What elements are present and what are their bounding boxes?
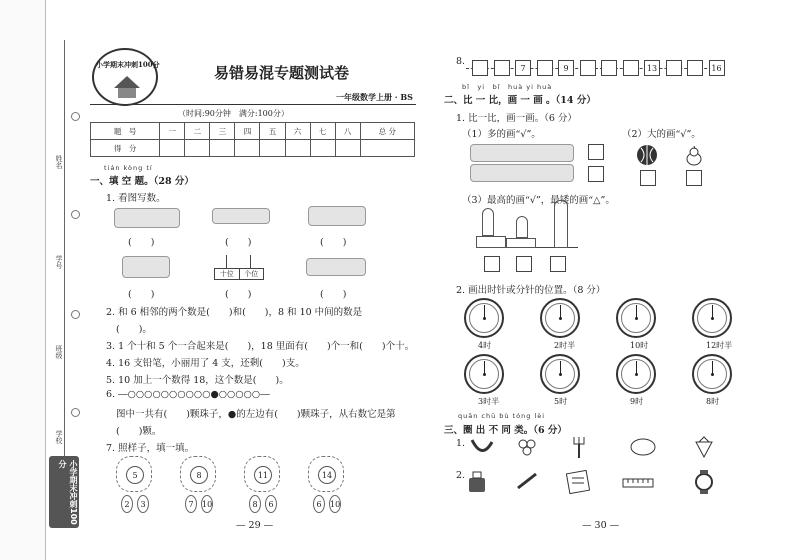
answer-box[interactable] xyxy=(686,170,702,186)
score-cell: 七 xyxy=(310,123,335,140)
binding-hole xyxy=(71,210,80,219)
watermelon-icon xyxy=(636,144,658,166)
flower-petal: 3 xyxy=(137,495,149,513)
clock-face[interactable] xyxy=(616,354,656,394)
grapes-icon[interactable] xyxy=(516,436,538,458)
answer-paren[interactable]: ( ) xyxy=(225,237,252,248)
series-logo: 小学期末冲刺100分 xyxy=(92,48,158,106)
student-id-label: 学号 xyxy=(55,255,63,269)
answer-paren[interactable]: ( ) xyxy=(225,289,252,300)
watch-icon[interactable] xyxy=(692,470,716,494)
ruler-icon[interactable] xyxy=(622,478,654,488)
number-flower xyxy=(244,456,280,509)
answer-paren[interactable]: ( ) xyxy=(320,237,347,248)
banana-icon[interactable] xyxy=(470,436,494,458)
sec2-pinyin: bǐ yi bǐ huà yi huà xyxy=(462,83,553,91)
sec2-q1c-text: （3）最高的画“√”，最矮的画“△”。 xyxy=(462,195,615,206)
clock-label: 8时 xyxy=(706,397,720,406)
sec1-pinyin: tián kòng tí xyxy=(104,164,153,172)
score-cell: 五 xyxy=(260,123,285,140)
answer-paren[interactable]: ( ) xyxy=(128,237,155,248)
header-rule xyxy=(90,104,416,105)
sec2-q1a-text: （1）多的画“√”。 xyxy=(462,129,541,140)
height-picture xyxy=(476,208,578,248)
number-box: 9 xyxy=(558,60,574,76)
clock-label: 12时半 xyxy=(706,341,733,350)
flower-petal: 8 xyxy=(249,495,261,513)
q6-beads: 6. ―○○○○○○○○○○●○○○○○― xyxy=(106,389,270,400)
clock-face[interactable] xyxy=(540,354,580,394)
score-cell: 四 xyxy=(235,123,260,140)
q2-text-cont: ( )。 xyxy=(116,324,152,335)
answer-box[interactable] xyxy=(516,256,532,272)
sec2-q2-text: 2. 画出时针或分针的位置。（8 分） xyxy=(456,285,606,296)
brand-stamp: 小学期末冲刺100分 xyxy=(49,456,79,528)
flower-petal: 6 xyxy=(265,495,277,513)
tens-label: 十位 xyxy=(215,269,240,279)
pear-icon xyxy=(686,146,702,166)
blank-number-box[interactable] xyxy=(494,60,510,76)
page-title: 易错易混专题测试卷 xyxy=(214,64,350,82)
sec3-row-2-label: 2. xyxy=(456,470,466,481)
sticks-picture xyxy=(122,256,170,278)
score-cell: 得 分 xyxy=(91,140,160,157)
clock-face[interactable] xyxy=(692,354,732,394)
q2-text: 2. 和 6 相邻的两个数是( )和( )，8 和 10 中间的数是 xyxy=(106,307,363,318)
clock-label: 5时 xyxy=(554,397,568,406)
flower-center: 5 xyxy=(126,466,144,484)
score-input[interactable] xyxy=(360,140,414,157)
score-input[interactable] xyxy=(235,140,260,157)
school-label: 学校 xyxy=(55,430,63,444)
binding-hole xyxy=(71,112,80,121)
q3-text: 3. 1 个十和 5 个一合起来是( )，18 里面有( )个一和( )个十。 xyxy=(106,341,415,352)
score-cell: 题 号 xyxy=(91,123,160,140)
q6-text-cont: ( )颗。 xyxy=(116,426,162,437)
answer-box[interactable] xyxy=(640,170,656,186)
time-note: （时间:90分钟 满分:100分） xyxy=(178,109,289,118)
clock-label: 4时 xyxy=(478,341,492,350)
number-box: 16 xyxy=(709,60,725,76)
blank-number-box[interactable] xyxy=(537,60,553,76)
blank-number-box[interactable] xyxy=(580,60,596,76)
q7-text: 7. 照样子，填一填。 xyxy=(106,443,195,454)
desks-picture xyxy=(470,164,574,182)
clock-face[interactable] xyxy=(692,298,732,338)
answer-box[interactable] xyxy=(588,166,604,182)
clock-face[interactable] xyxy=(464,354,504,394)
binding-line xyxy=(64,40,65,510)
chairs-picture xyxy=(470,144,574,162)
crabs-picture xyxy=(306,258,366,276)
blank-number-box[interactable] xyxy=(687,60,703,76)
number-box: 13 xyxy=(644,60,660,76)
fish-picture xyxy=(212,208,270,224)
sec1-heading: 一、填 空 题。（28 分） xyxy=(90,176,194,187)
sec2-heading: 二、比 一 比，画 一 画 。（14 分） xyxy=(444,95,596,106)
flower-center: 8 xyxy=(190,466,208,484)
answer-box[interactable] xyxy=(484,256,500,272)
score-cell: 八 xyxy=(335,123,360,140)
q5-text: 5. 10 加上一个数得 18，这个数是( )。 xyxy=(106,375,289,386)
score-input[interactable] xyxy=(185,140,210,157)
inkwell-icon[interactable] xyxy=(466,470,488,494)
abacus-picture xyxy=(214,255,264,281)
page-number-left: — 29 — xyxy=(236,520,274,531)
clock-label: 10时 xyxy=(630,341,649,350)
flower-center: 11 xyxy=(254,466,272,484)
page-number-right: — 30 — xyxy=(582,520,620,531)
class-label: 班级 xyxy=(55,345,63,359)
birds-picture xyxy=(308,206,366,226)
flower-center: 14 xyxy=(318,466,336,484)
score-cell: 六 xyxy=(285,123,310,140)
score-input[interactable] xyxy=(160,140,185,157)
score-input[interactable] xyxy=(310,140,335,157)
score-cell: 一 xyxy=(160,123,185,140)
answer-paren[interactable]: ( ) xyxy=(320,289,347,300)
cows-picture xyxy=(114,208,180,228)
grade-subtitle: 一年级数学上册 · BS xyxy=(336,92,413,102)
number-box: 7 xyxy=(515,60,531,76)
answer-paren[interactable]: ( ) xyxy=(128,289,155,300)
score-input[interactable] xyxy=(285,140,310,157)
calculator-icon[interactable] xyxy=(566,470,590,494)
sec2-q1-text: 1. 比一比，画一画。（6 分） xyxy=(456,113,577,124)
flower-petal: 7 xyxy=(185,495,197,513)
score-input[interactable] xyxy=(260,140,285,157)
q6-text: 图中一共有( )颗珠子，●的左边有( )颗珠子，从右数它是第 xyxy=(116,409,396,420)
clock-label: 3时半 xyxy=(478,397,500,406)
fork-icon[interactable] xyxy=(568,436,590,458)
score-table xyxy=(90,122,415,157)
number-flower xyxy=(308,456,344,509)
sec3-pinyin: quān chū bù tóng lèi xyxy=(458,412,546,420)
q1-text: 1. 看图写数。 xyxy=(106,193,166,204)
flower-petal: 2 xyxy=(121,495,133,513)
pen-icon[interactable] xyxy=(516,472,538,490)
score-value-row xyxy=(91,140,415,157)
sec3-heading: 三、圈 出 不 同 类。（6 分） xyxy=(444,425,567,436)
bread-icon[interactable] xyxy=(630,438,656,456)
score-input[interactable] xyxy=(335,140,360,157)
clock-label: 2时半 xyxy=(554,341,576,350)
sec2-q1b-text: （2）大的画“√”。 xyxy=(622,129,701,140)
number-flower xyxy=(180,456,216,509)
sec3-row-1-label: 1. xyxy=(456,438,466,449)
binding-hole xyxy=(71,408,80,417)
strawberry-icon[interactable] xyxy=(694,436,714,458)
blank-number-box[interactable] xyxy=(666,60,682,76)
clock-face[interactable] xyxy=(464,298,504,338)
house-icon xyxy=(112,74,142,100)
score-header-row xyxy=(91,123,415,140)
answer-box[interactable] xyxy=(550,256,566,272)
blank-number-box[interactable] xyxy=(472,60,488,76)
clock-face[interactable] xyxy=(540,298,580,338)
score-cell: 二 xyxy=(185,123,210,140)
blank-number-box[interactable] xyxy=(601,60,617,76)
binding-hole xyxy=(71,310,80,319)
clock-label: 9时 xyxy=(630,397,644,406)
blank-number-box[interactable] xyxy=(623,60,639,76)
q8-label: 8. xyxy=(456,56,466,67)
score-cell: 总 分 xyxy=(360,123,414,140)
answer-box[interactable] xyxy=(588,144,604,160)
flower-petal: 6 xyxy=(313,495,325,513)
ones-label: 个位 xyxy=(244,270,259,278)
binding-strip xyxy=(0,0,46,560)
score-cell: 三 xyxy=(210,123,235,140)
score-input[interactable] xyxy=(210,140,235,157)
clock-face[interactable] xyxy=(616,298,656,338)
flower-petal: 10 xyxy=(329,495,341,513)
q4-text: 4. 16 支铅笔，小丽用了 4 支，还剩( )支。 xyxy=(106,358,305,369)
flower-petal: 10 xyxy=(201,495,213,513)
name-label: 姓名 xyxy=(55,155,63,169)
number-flower xyxy=(116,456,152,509)
